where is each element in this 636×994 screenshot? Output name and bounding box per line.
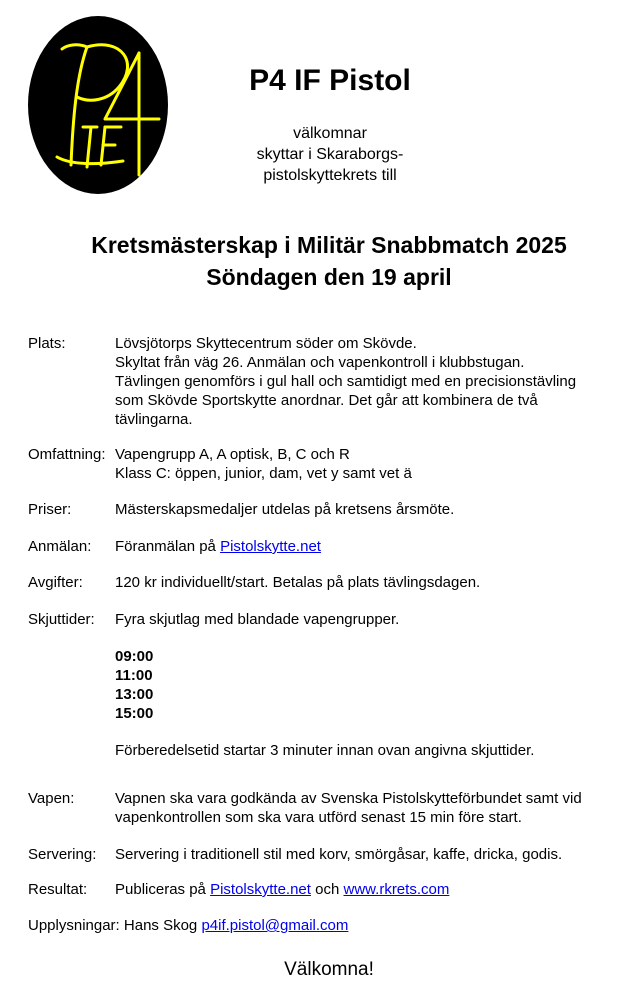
- event-date: Söndagen den 19 april: [206, 264, 452, 290]
- event-title: Kretsmästerskap i Militär Snabbmatch 2025: [91, 232, 567, 258]
- event-headline: [0, 229, 636, 293]
- servering-value: Servering i traditionell stil med korv, smörgåsar, kaffe, dricka, godis.: [115, 846, 563, 863]
- avgifter-value: 120 kr individuellt/start. Betalas på plats tävlingsdagen.: [115, 574, 481, 591]
- start-time: 13:00: [115, 686, 154, 703]
- vapen-line: vapenkontrollen som ska vara utförd senast 15 min före start.: [115, 809, 522, 826]
- avgifter-label: Avgifter:: [28, 574, 83, 591]
- skjuttider-label: Skjuttider:: [28, 611, 95, 628]
- plats-line: Lövsjötorps Skyttecentrum söder om Skövde.: [115, 335, 417, 352]
- start-time: 15:00: [115, 705, 154, 722]
- anmalan-value: [115, 537, 635, 556]
- welcome-text: [180, 123, 480, 186]
- vapen-label: Vapen:: [28, 790, 75, 807]
- omfattning-value: [115, 445, 635, 483]
- start-time: 09:00: [115, 648, 154, 665]
- plats-value: [115, 334, 635, 429]
- contact-name: Hans Skog: [123, 917, 198, 934]
- pistolskytte-link[interactable]: Pistolskytte.net: [220, 538, 321, 555]
- welcome-line: pistolskyttekrets till: [263, 167, 397, 184]
- plats-label: Plats:: [28, 335, 66, 352]
- omfattning-label: Omfattning:: [28, 446, 106, 463]
- resultat-value: [115, 880, 635, 899]
- start-time: 11:00: [115, 667, 153, 684]
- skjuttider-intro: Fyra skjutlag med blandade vapengrupper.: [115, 611, 400, 628]
- skjuttider-note: Förberedelsetid startar 3 minuter innan ovan angivna skjuttider.: [115, 742, 535, 759]
- skjuttider-value: [115, 610, 635, 760]
- vapen-value: [115, 789, 635, 827]
- resultat-prefix: Publiceras på: [115, 881, 206, 898]
- pistolskytte-link[interactable]: Pistolskytte.net: [210, 881, 311, 898]
- vapen-line: Vapnen ska vara godkända av Svenska Pistolskytteförbundet samt vid: [115, 790, 582, 807]
- omfattning-line: Vapengrupp A, A optisk, B, C och R: [115, 446, 350, 463]
- club-logo: [27, 15, 169, 195]
- upplysningar-label: Upplysningar:: [28, 917, 120, 934]
- plats-line: Tävlingen genomförs i gul hall och samtidigt med en precisionstävling: [115, 373, 577, 390]
- priser-label: Priser:: [28, 501, 72, 518]
- start-times: [115, 647, 635, 723]
- anmalan-text: Föranmälan på: [115, 538, 216, 555]
- welcome-line: skyttar i Skaraborgs-: [256, 146, 404, 163]
- plats-line: tävlingarna.: [115, 411, 193, 428]
- servering-label: Servering:: [28, 846, 97, 863]
- welcome-line: välkomnar: [293, 125, 367, 142]
- resultat-middle: och: [315, 881, 340, 898]
- contact-email-link[interactable]: p4if.pistol@gmail.com: [201, 917, 349, 934]
- plats-line: Skyltat från väg 26. Anmälan och vapenkontroll i klubbstugan.: [115, 354, 525, 371]
- omfattning-line: Klass C: öppen, junior, dam, vet y samt vet ä: [115, 465, 412, 482]
- closing-text: Välkomna!: [284, 959, 374, 980]
- upplysningar-row: [28, 916, 628, 935]
- anmalan-label: Anmälan:: [28, 538, 92, 555]
- priser-value: Mästerskapsmedaljer utdelas på kretsens årsmöte.: [115, 501, 455, 518]
- club-title: P4 IF Pistol: [249, 64, 411, 97]
- rkrets-link[interactable]: www.rkrets.com: [343, 881, 450, 898]
- resultat-label: Resultat:: [28, 881, 88, 898]
- plats-line: som Skövde Sportskytte anordnar. Det går att kombinera de två: [115, 392, 538, 409]
